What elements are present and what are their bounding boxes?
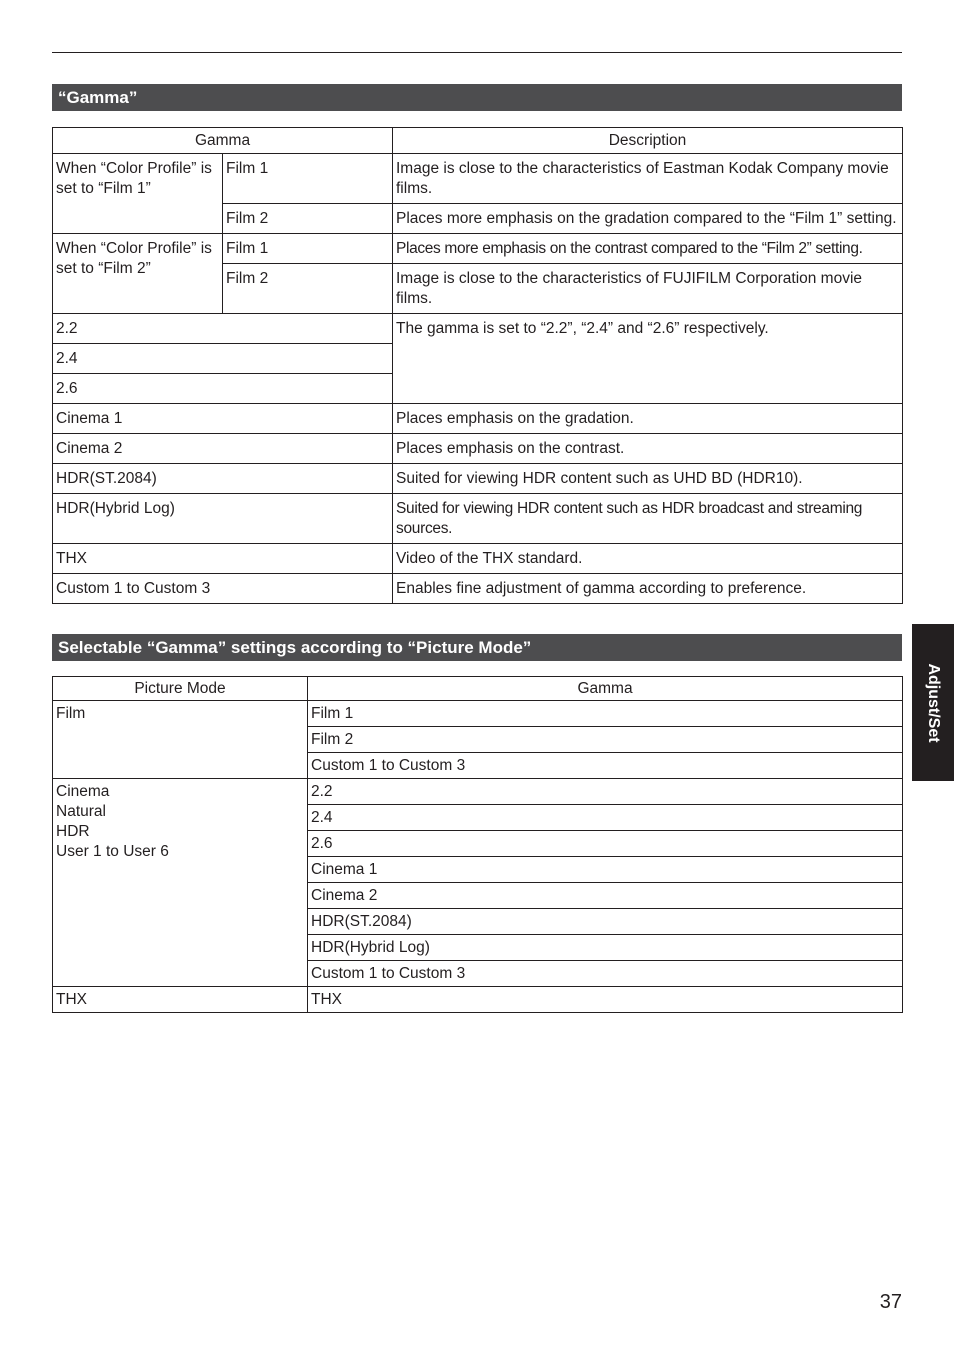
description-cell: Video of the THX standard. <box>393 544 903 574</box>
table-row <box>53 314 903 344</box>
description-cell: Enables fine adjustment of gamma according to preference. <box>393 574 903 604</box>
table-row <box>53 154 903 204</box>
gamma-cell: Film 1 <box>223 154 393 204</box>
top-rule <box>52 52 902 53</box>
picture-mode-table <box>52 676 903 1013</box>
section-picture-mode-heading: Selectable “Gamma” settings according to “Picture Mode” <box>52 634 902 661</box>
picture-mode-cell: THX <box>53 987 308 1013</box>
gamma-cell: Film 1 <box>223 234 393 264</box>
description-cell: Places emphasis on the gradation. <box>393 404 903 434</box>
table-row <box>53 494 903 544</box>
description-cell: Suited for viewing HDR content such as UHD BD (HDR10). <box>393 464 903 494</box>
header-gamma: Gamma <box>53 128 393 154</box>
table-row <box>53 701 903 727</box>
gamma-cell: Cinema 1 <box>53 404 393 434</box>
table-row <box>53 234 903 264</box>
gamma-cell: Cinema 2 <box>308 883 903 909</box>
gamma-cell: THX <box>53 544 393 574</box>
description-cell: Places emphasis on the contrast. <box>393 434 903 464</box>
gamma-cell: HDR(Hybrid Log) <box>53 494 393 544</box>
table-row <box>53 544 903 574</box>
description-cell: Places more emphasis on the contrast compared to the “Film 2” setting. <box>393 234 903 264</box>
table-row <box>53 404 903 434</box>
gamma-cell: Cinema 2 <box>53 434 393 464</box>
side-tab-label: Adjust/Set <box>925 662 942 743</box>
gamma-cell: HDR(ST.2084) <box>53 464 393 494</box>
gamma-table <box>52 127 903 604</box>
header-gamma: Gamma <box>308 677 903 701</box>
table-row <box>53 779 903 805</box>
gamma-cell: THX <box>308 987 903 1013</box>
gamma-cell: 2.4 <box>308 805 903 831</box>
gamma-cell: Custom 1 to Custom 3 <box>308 961 903 987</box>
gamma-cell: Film 2 <box>308 727 903 753</box>
table-header-row <box>53 128 903 154</box>
description-cell: Places more emphasis on the gradation compared to the “Film 1” setting. <box>393 204 903 234</box>
gamma-cell: Film 2 <box>223 264 393 314</box>
picture-mode-cell: Film <box>53 701 308 779</box>
header-picture-mode: Picture Mode <box>53 677 308 701</box>
section-gamma-heading: “Gamma” <box>52 84 902 111</box>
table-row <box>53 574 903 604</box>
page-number: 37 <box>879 1291 902 1313</box>
gamma-cell: Film 1 <box>308 701 903 727</box>
gamma-cell: HDR(Hybrid Log) <box>308 935 903 961</box>
gamma-cell: Custom 1 to Custom 3 <box>308 753 903 779</box>
description-cell: The gamma is set to “2.2”, “2.4” and “2.6” respectively. <box>393 314 903 404</box>
gamma-cell: HDR(ST.2084) <box>308 909 903 935</box>
picture-mode-cell: Cinema Natural HDR User 1 to User 6 <box>53 779 308 987</box>
table-header-row <box>53 677 903 701</box>
condition-film1: When “Color Profile” is set to “Film 1” <box>53 154 223 234</box>
gamma-cell: Custom 1 to Custom 3 <box>53 574 393 604</box>
table-row <box>53 987 903 1013</box>
gamma-cell: 2.6 <box>53 374 393 404</box>
condition-film2: When “Color Profile” is set to “Film 2” <box>53 234 223 314</box>
gamma-cell: 2.2 <box>308 779 903 805</box>
gamma-cell: Cinema 1 <box>308 857 903 883</box>
table-row <box>53 464 903 494</box>
gamma-cell: 2.2 <box>53 314 393 344</box>
description-cell: Image is close to the characteristics of Eastman Kodak Company movie films. <box>393 154 903 204</box>
table-row <box>53 434 903 464</box>
gamma-cell: Film 2 <box>223 204 393 234</box>
side-tab <box>912 624 954 781</box>
gamma-cell: 2.4 <box>53 344 393 374</box>
header-description: Description <box>393 128 903 154</box>
description-cell: Image is close to the characteristics of FUJIFILM Corporation movie films. <box>393 264 903 314</box>
gamma-cell: 2.6 <box>308 831 903 857</box>
description-cell: Suited for viewing HDR content such as HDR broadcast and streaming sources. <box>393 494 903 544</box>
